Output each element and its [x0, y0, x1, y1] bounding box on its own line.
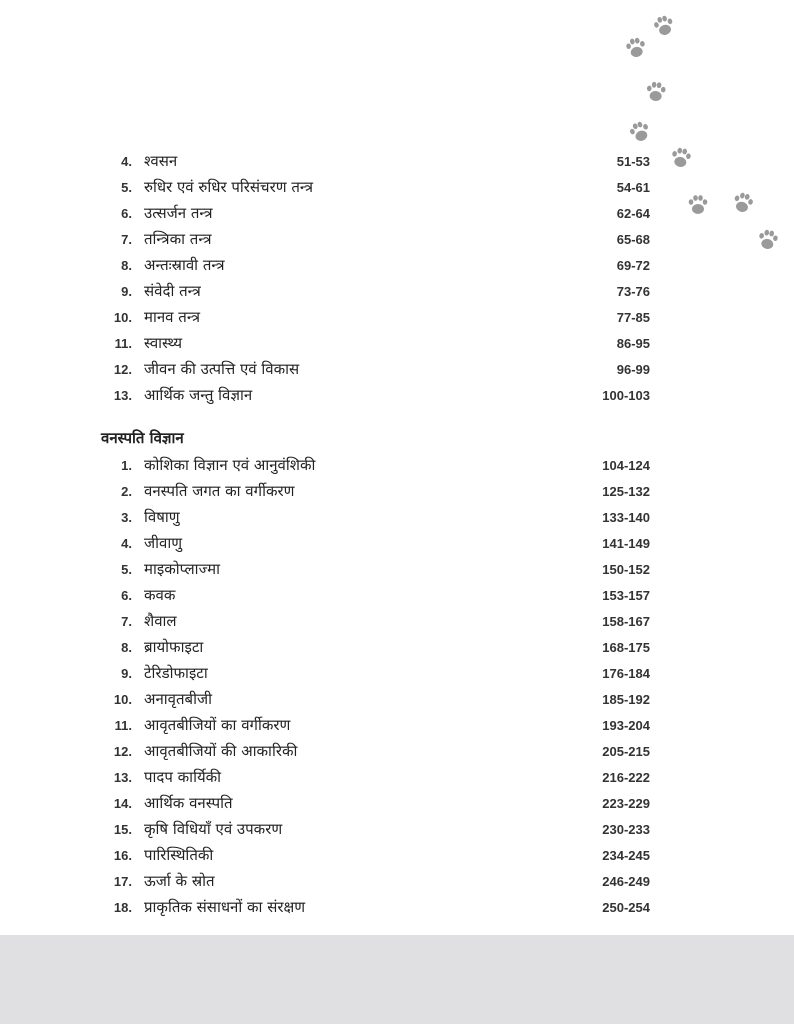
paw-print-icon	[625, 117, 656, 148]
chapter-number: 14.	[113, 796, 132, 811]
chapter-title: संवेदी तन्त्र	[144, 282, 201, 300]
chapter-title: पादप कार्यिकी	[144, 768, 222, 786]
toc-row[interactable]	[0, 150, 794, 176]
chapter-title: ऊर्जा के स्रोत	[144, 872, 215, 890]
chapter-title: उत्सर्जन तन्त्र	[144, 204, 213, 222]
toc-row[interactable]	[0, 636, 794, 662]
chapter-title: स्वास्थ्य	[144, 334, 183, 352]
chapter-title: अन्तःस्रावी तन्त्र	[144, 256, 225, 274]
chapter-number: 16.	[113, 848, 132, 863]
chapter-title: तन्त्रिका तन्त्र	[144, 230, 212, 248]
page-range: 141-149	[602, 536, 650, 551]
chapter-title: प्राकृतिक संसाधनों का संरक्षण	[144, 898, 306, 916]
page-range: 62-64	[616, 206, 650, 221]
page-range: 125-132	[602, 484, 650, 499]
page-range: 73-76	[616, 284, 650, 299]
chapter-title: अनावृतबीजी	[144, 690, 213, 708]
page-range: 234-245	[602, 848, 650, 863]
toc-row[interactable]	[0, 506, 794, 532]
toc-row[interactable]	[0, 280, 794, 306]
toc-row[interactable]	[0, 818, 794, 844]
chapter-title: आर्थिक जन्तु विज्ञान	[144, 386, 253, 404]
toc-row[interactable]	[0, 740, 794, 766]
chapter-title: वनस्पति जगत का वर्गीकरण	[144, 482, 295, 500]
toc-row[interactable]	[0, 306, 794, 332]
page-range: 104-124	[602, 458, 650, 473]
page-range: 176-184	[602, 666, 650, 681]
toc-row[interactable]	[0, 688, 794, 714]
toc-row[interactable]	[0, 454, 794, 480]
page-range: 65-68	[616, 232, 650, 247]
chapter-title: शैवाल	[144, 612, 177, 630]
toc-row[interactable]	[0, 202, 794, 228]
toc-row[interactable]	[0, 844, 794, 870]
chapter-number: 9.	[121, 284, 132, 299]
chapter-number: 2.	[121, 484, 132, 499]
chapter-title: विषाणु	[144, 508, 180, 526]
toc-row[interactable]	[0, 332, 794, 358]
page-range: 158-167	[602, 614, 650, 629]
chapter-title: कोशिका विज्ञान एवं आनुवंशिकी	[144, 456, 316, 474]
toc-row[interactable]	[0, 532, 794, 558]
toc-row[interactable]	[0, 610, 794, 636]
page-range: 100-103	[602, 388, 650, 403]
chapter-number: 9.	[121, 666, 132, 681]
chapter-number: 7.	[121, 232, 132, 247]
chapter-number: 18.	[113, 900, 132, 915]
toc-row[interactable]	[0, 228, 794, 254]
page-range: 168-175	[602, 640, 650, 655]
chapter-number: 3.	[121, 510, 132, 525]
chapter-number: 11.	[114, 718, 132, 733]
chapter-title: जीवन की उत्पत्ति एवं विकास	[144, 360, 300, 378]
chapter-title: आवृतबीजियों का वर्गीकरण	[144, 716, 291, 734]
toc-row[interactable]	[0, 584, 794, 610]
chapter-number: 12.	[113, 362, 132, 377]
chapter-title: मानव तन्त्र	[144, 308, 200, 326]
chapter-title: श्वसन	[144, 152, 178, 170]
chapter-number: 4.	[121, 154, 132, 169]
chapter-title: टेरिडोफाइटा	[144, 664, 208, 682]
chapter-title: कवक	[144, 586, 176, 604]
chapter-number: 6.	[121, 588, 132, 603]
paw-print-icon	[643, 79, 669, 105]
chapter-number: 10.	[113, 692, 132, 707]
footer-band	[0, 935, 794, 1024]
chapter-number: 8.	[121, 258, 132, 273]
chapter-title: आर्थिक वनस्पति	[144, 794, 233, 812]
chapter-number: 11.	[114, 336, 132, 351]
chapter-number: 13.	[113, 388, 132, 403]
chapter-number: 10.	[113, 310, 132, 325]
chapter-title: जीवाणु	[144, 534, 183, 552]
chapter-title: आवृतबीजियों की आकारिकी	[144, 742, 298, 760]
page-range: 51-53	[616, 154, 650, 169]
chapter-title: पारिस्थितिकी	[144, 846, 214, 864]
chapter-number: 1.	[121, 458, 132, 473]
chapter-number: 8.	[121, 640, 132, 655]
toc-row[interactable]	[0, 662, 794, 688]
page-range: 250-254	[602, 900, 650, 915]
page-range: 77-85	[616, 310, 650, 325]
toc-row[interactable]	[0, 896, 794, 922]
chapter-title: कृषि विधियाँ एवं उपकरण	[144, 820, 283, 838]
page-range: 54-61	[616, 180, 650, 195]
toc-row[interactable]	[0, 870, 794, 896]
page-range: 205-215	[602, 744, 650, 759]
chapter-title: माइकोप्लाज्मा	[144, 560, 221, 578]
page-range: 216-222	[602, 770, 650, 785]
page-range: 153-157	[602, 588, 650, 603]
chapter-title: रुधिर एवं रुधिर परिसंचरण तन्त्र	[144, 178, 314, 196]
chapter-number: 6.	[121, 206, 132, 221]
toc-row[interactable]	[0, 792, 794, 818]
chapter-number: 5.	[121, 562, 132, 577]
chapter-number: 13.	[113, 770, 132, 785]
page-range: 246-249	[602, 874, 650, 889]
page-range: 193-204	[602, 718, 650, 733]
toc-row[interactable]	[0, 480, 794, 506]
page-range: 86-95	[616, 336, 650, 351]
paw-print-icon	[649, 11, 678, 40]
chapter-number: 4.	[121, 536, 132, 551]
page-range: 185-192	[602, 692, 650, 707]
toc-row[interactable]	[0, 384, 794, 410]
toc-row[interactable]	[0, 766, 794, 792]
chapter-title: ब्रायोफाइटा	[144, 638, 204, 656]
page-range: 96-99	[616, 362, 650, 377]
toc-row[interactable]	[0, 558, 794, 584]
toc-row[interactable]	[0, 714, 794, 740]
page-range: 133-140	[602, 510, 650, 525]
toc-row[interactable]	[0, 254, 794, 280]
section-heading: वनस्पति विज्ञान	[101, 429, 184, 447]
paw-print-icon	[622, 34, 650, 62]
page-range: 230-233	[602, 822, 650, 837]
page-range: 150-152	[602, 562, 650, 577]
chapter-number: 15.	[113, 822, 132, 837]
chapter-number: 5.	[121, 180, 132, 195]
page-range: 223-229	[602, 796, 650, 811]
toc-row[interactable]	[0, 176, 794, 202]
chapter-number: 17.	[113, 874, 132, 889]
toc-row[interactable]	[0, 358, 794, 384]
chapter-number: 12.	[113, 744, 132, 759]
page-range: 69-72	[616, 258, 650, 273]
chapter-number: 7.	[121, 614, 132, 629]
